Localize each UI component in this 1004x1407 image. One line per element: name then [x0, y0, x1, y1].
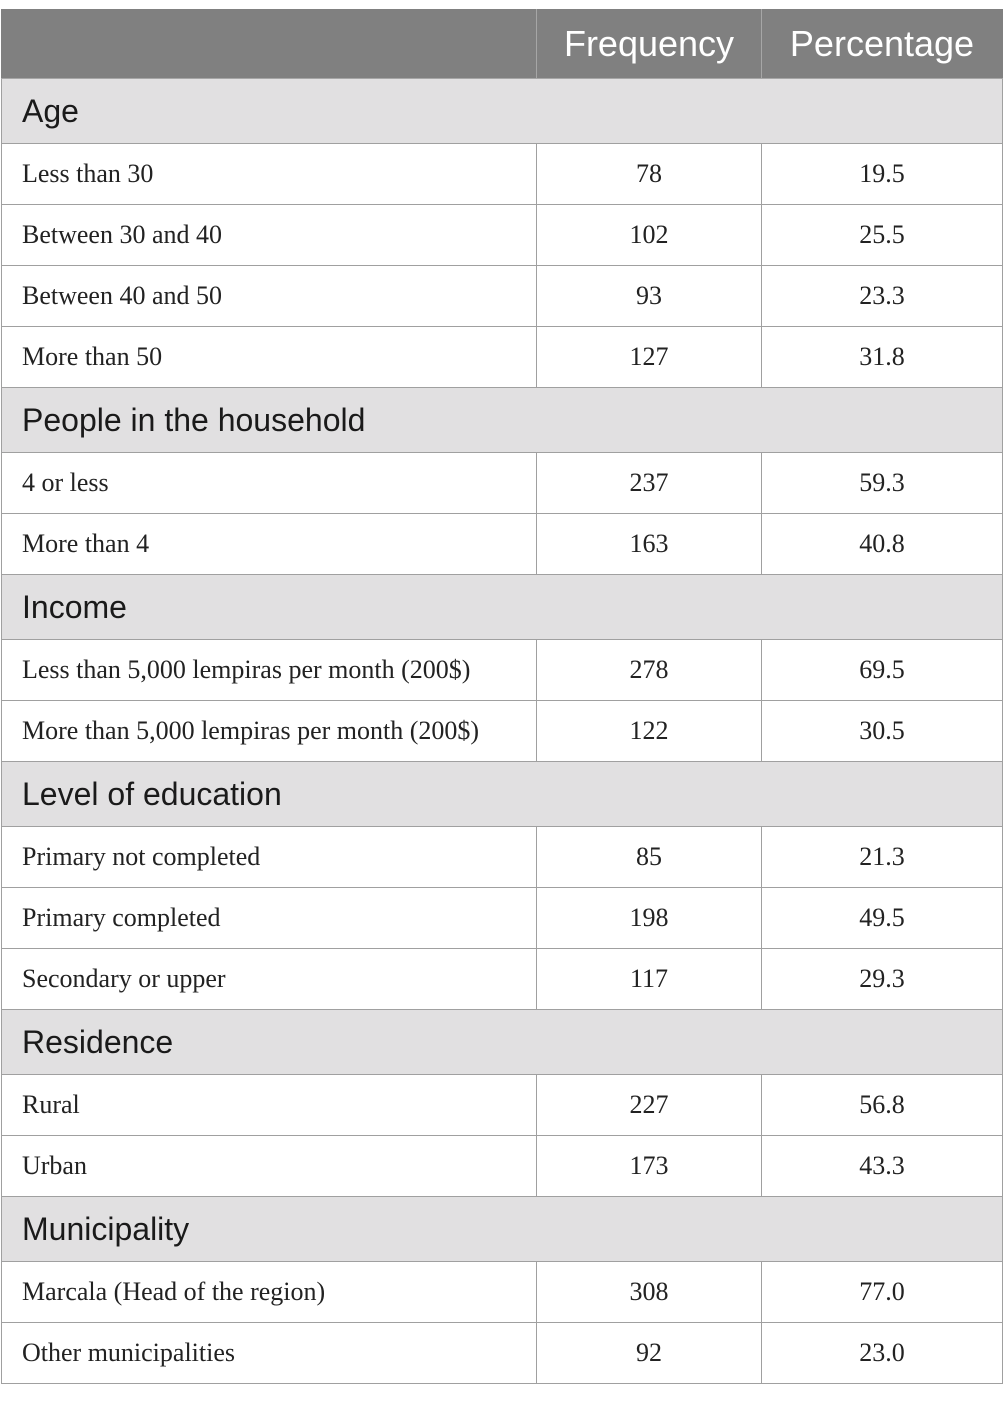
section-row	[2, 1197, 1003, 1262]
table-header	[2, 10, 1003, 79]
row-label: Marcala (Head of the region)	[2, 1262, 537, 1323]
frequency-cell: 163	[537, 514, 762, 575]
percentage-cell: 40.8	[762, 514, 1003, 575]
percentage-cell: 31.8	[762, 327, 1003, 388]
section-title: Level of education	[2, 762, 1003, 827]
percentage-cell: 77.0	[762, 1262, 1003, 1323]
row-label: More than 5,000 lempiras per month (200$)	[2, 701, 537, 762]
data-table	[1, 9, 1003, 1384]
table-body	[2, 79, 1003, 1384]
percentage-cell: 21.3	[762, 827, 1003, 888]
frequency-cell: 198	[537, 888, 762, 949]
section-title: Municipality	[2, 1197, 1003, 1262]
frequency-cell: 237	[537, 453, 762, 514]
header-blank	[2, 10, 537, 79]
row-label: Less than 5,000 lempiras per month (200$)	[2, 640, 537, 701]
percentage-cell: 49.5	[762, 888, 1003, 949]
header-row	[2, 10, 1003, 79]
table-row	[2, 701, 1003, 762]
section-title: Income	[2, 575, 1003, 640]
row-label: Rural	[2, 1075, 537, 1136]
frequency-cell: 102	[537, 205, 762, 266]
row-label: Secondary or upper	[2, 949, 537, 1010]
section-row	[2, 575, 1003, 640]
percentage-cell: 30.5	[762, 701, 1003, 762]
table-row	[2, 266, 1003, 327]
percentage-cell: 43.3	[762, 1136, 1003, 1197]
table-row	[2, 827, 1003, 888]
row-label: Primary completed	[2, 888, 537, 949]
table-row	[2, 205, 1003, 266]
table-row	[2, 453, 1003, 514]
section-title: Age	[2, 79, 1003, 144]
section-row	[2, 388, 1003, 453]
frequency-cell: 308	[537, 1262, 762, 1323]
table-row	[2, 144, 1003, 205]
row-label: 4 or less	[2, 453, 537, 514]
row-label: Between 40 and 50	[2, 266, 537, 327]
table-row	[2, 327, 1003, 388]
section-row	[2, 762, 1003, 827]
header-percentage: Percentage	[762, 10, 1003, 79]
section-row	[2, 79, 1003, 144]
table-row	[2, 1075, 1003, 1136]
percentage-cell: 23.0	[762, 1323, 1003, 1384]
row-label: More than 4	[2, 514, 537, 575]
table-row	[2, 514, 1003, 575]
frequency-cell: 173	[537, 1136, 762, 1197]
header-frequency: Frequency	[537, 10, 762, 79]
frequency-cell: 92	[537, 1323, 762, 1384]
section-title: Residence	[2, 1010, 1003, 1075]
row-label: Less than 30	[2, 144, 537, 205]
frequency-cell: 227	[537, 1075, 762, 1136]
row-label: Primary not completed	[2, 827, 537, 888]
frequency-cell: 85	[537, 827, 762, 888]
percentage-cell: 25.5	[762, 205, 1003, 266]
row-label: More than 50	[2, 327, 537, 388]
table-row	[2, 949, 1003, 1010]
percentage-cell: 56.8	[762, 1075, 1003, 1136]
frequency-cell: 117	[537, 949, 762, 1010]
section-title: People in the household	[2, 388, 1003, 453]
table-row	[2, 888, 1003, 949]
table-row	[2, 1136, 1003, 1197]
table-row	[2, 640, 1003, 701]
frequency-cell: 78	[537, 144, 762, 205]
row-label: Other municipalities	[2, 1323, 537, 1384]
table-row	[2, 1262, 1003, 1323]
frequency-cell: 93	[537, 266, 762, 327]
row-label: Urban	[2, 1136, 537, 1197]
percentage-cell: 29.3	[762, 949, 1003, 1010]
percentage-cell: 19.5	[762, 144, 1003, 205]
frequency-cell: 127	[537, 327, 762, 388]
section-row	[2, 1010, 1003, 1075]
frequency-cell: 278	[537, 640, 762, 701]
percentage-cell: 23.3	[762, 266, 1003, 327]
percentage-cell: 59.3	[762, 453, 1003, 514]
percentage-cell: 69.5	[762, 640, 1003, 701]
row-label: Between 30 and 40	[2, 205, 537, 266]
frequency-cell: 122	[537, 701, 762, 762]
table-row	[2, 1323, 1003, 1384]
